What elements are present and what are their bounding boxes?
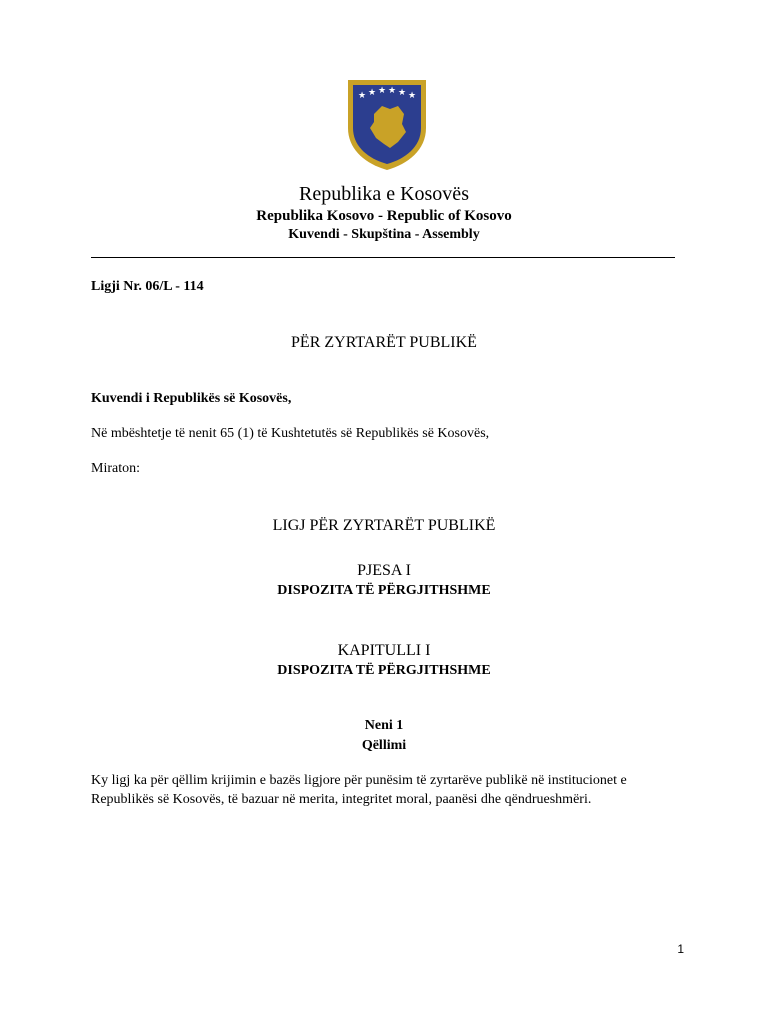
svg-text:★: ★ <box>357 91 367 101</box>
part-title: DISPOZITA TË PËRGJITHSHME <box>277 583 491 598</box>
article-paragraph <box>91 771 691 809</box>
state-name-multilingual: Republika Kosovo - Republic of Kosovo <box>256 208 512 224</box>
article-label: Neni 1 <box>364 718 404 733</box>
law-title: PËR ZYRTARËT PUBLIKË <box>291 334 477 351</box>
article-paragraph-line: Republikës së Kosovës, të bazuar në merita, integritet moral, paanësi dhe qëndrueshmëri. <box>91 792 592 807</box>
svg-text:★: ★ <box>387 86 397 96</box>
part-label: PJESA I <box>357 562 411 579</box>
state-name: Republika e Kosovës <box>299 183 469 205</box>
header-divider <box>91 257 675 258</box>
preamble-legal-basis: Në mbështetje të nenit 65 (1) të Kushtetutës së Republikës së Kosovës, <box>91 426 490 441</box>
law-heading: LIGJ PËR ZYRTARËT PUBLIKË <box>272 517 496 534</box>
chapter-title: DISPOZITA TË PËRGJITHSHME <box>277 663 491 678</box>
law-number: Ligji Nr. 06/L - 114 <box>91 279 204 294</box>
preamble-approves: Miraton: <box>91 461 140 476</box>
chapter-label: KAPITULLI I <box>337 642 431 659</box>
institution-name: Kuvendi - Skupština - Assembly <box>288 227 480 242</box>
kosovo-coat-of-arms-icon <box>344 76 430 172</box>
svg-text:★: ★ <box>407 91 417 101</box>
page-number: 1 <box>677 942 684 956</box>
svg-text:★: ★ <box>377 86 387 96</box>
svg-text:★: ★ <box>367 88 377 98</box>
svg-text:★: ★ <box>397 88 407 98</box>
article-paragraph-line: Ky ligj ka për qëllim krijimin e bazës ligjore për punësim të zyrtarëve publikë në institucionet e <box>91 773 627 788</box>
preamble-assembly: Kuvendi i Republikës së Kosovës, <box>91 391 292 406</box>
article-title: Qëllimi <box>361 738 407 753</box>
